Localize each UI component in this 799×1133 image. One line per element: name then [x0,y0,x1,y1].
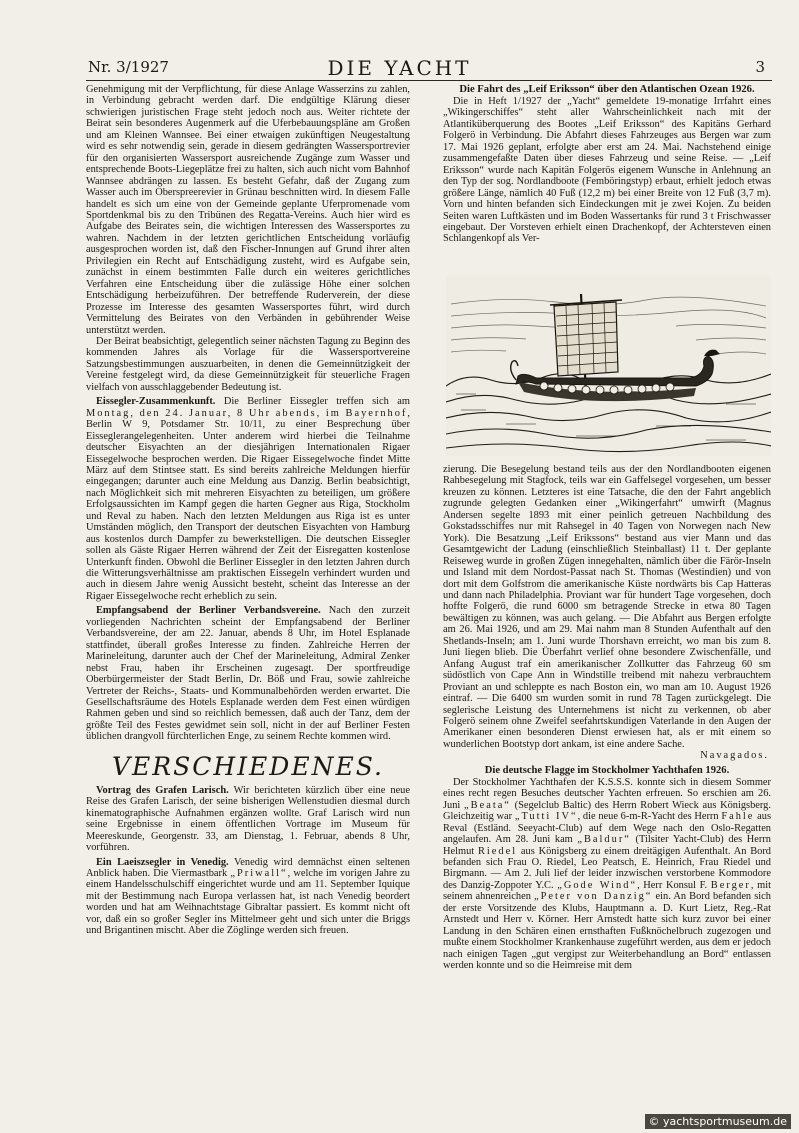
eissegler-title: Eissegler-Zusammenkunft. [96,396,216,408]
larisch-title: Vortrag des Grafen Larisch. [96,784,229,796]
priwall-name: „Priwall“ [230,868,288,879]
flagge-text-e: (Tilsiter Yacht-Club) des Herrn Helmut [443,834,772,857]
flagge-article [443,777,771,972]
flagge-text-b: (Segelclub Baltic) des Herrn Robert Wieck aus Königsberg. Gleichzeitig war [443,799,771,823]
author-signature: Navagados. [700,750,769,762]
name-riedel: Riedel [477,845,518,857]
leif-eriksson-text-a: Die in Heft 1/1927 der „Yacht“ gemeldete 19-monatige Irrfahrt eines „Wikingerschiffes“ steht aller Wahrscheinlichkeit nach mit der Atlantiküberquerung des Bootes „Leif Eriksson“ des Kapitäns Gerhard Folgerö in Verbindung. Die Abfahrt dieses Fahrzeuges aus Bergen war zum 17. Mai 1926 geplant, erfolgte aber erst am 24. Mai. Nachstehend einige zusammengefaßte Daten über dieses Fahrzeug und seine Reise. — „Leif Eriksson“ wurde nach Kapitän Folgerös eigenem Wunsche in Anlehnung an den Typ der sog. Nordlandboote (Femböringstyp) erbaut, erhielt jedoch etwas größere Länge, nämlich 40 Fuß (12,2 m) bei einer Breite von 12 Fuß (3,7 m). Vorn und hinten befanden sich Eindeckungen mit je zwei Kojen. Zu beiden Seiten waren Luftkästen und im Boden Wassertanks für rund 3 t Frischwasser eingebaut. Der Vorsteven erhielt einen Drachenkopf, der Achtersteven einen Schlangenkopf als Ver- [443,96,771,245]
beirat-paragraph-2: Der Beirat beabsichtigt, gelegentlich seiner nächsten Tagung zu Beginn des kommenden Jahres als Vorlage für die Wassersportvereine Satzungsbestimmungen auszuarbeiten, in denen die Gemeinnützigkeit der Vereine festgelegt wird, da diese Gemeinnützigkeit für steuerliche Fragen vielfach von ausschlaggebender Bedeutung ist. [86,335,410,393]
flagge-text-a: Der Stockholmer Yachthafen der K.S.S.S. konnte sich in diesem Sommer eines recht regen Besuches deutscher Yachten erfreuen. So erschien am 26. Juni [443,776,771,811]
viking-ship-illustration [446,276,771,456]
empfang-article [86,605,410,742]
beirat-paragraph: Genehmigung mit der Verpflichtung, für diese Anlage Wasserzins zu zahlen, in Verbindung gebracht werden darf. Die endgültige Klärung dieser schwierigen juristischen Frage steht jedoch noch aus. Weiter richtete der Beirat sein besonderes Augenmerk auf die Uferbebauungspläne am Großen und am Kleinen Wannsee. Bei einer etwaigen zukünftigen Neugestaltung wird es sehr notwendig sein, gerade in diesem gedrängten Wassersportrevier für den organisierten Wassersport ausreichende Zugänge zum Wasser und entsprechende Boots-Liegeplätze frei zu halten, sich auch nicht vom Bahnhof Wannsee abdrängen zu lassen. Es besteht Gefahr, daß der Zugang zum Wasser auch im Oberspreerevier in Grünau beschnitten wird. In diesem Falle handelt es sich um eine von der Gemeinde geplante Uferpromenade vom Sportdenkmal bis zu den Tribünen des Regatta-Vereins. Auch hier wird es Aufgabe des Beirates sein, die wichtigen Interessen des Wassersportes zu wahren. Nachdem in der letzten gerichtlichen Entscheidung vorläufig ausgesprochen worden ist, daß den Fischer-Innungen auf Grund ihrer alten Privilegien ein Recht auf Entschädigung zusteht, wird es Aufgabe sein, zunächst in einem bestimmten Falle durch ein weiteres gerichtliches Verfahren eine Entscheidung über die zulässige Höhe einer solchen Entschädigung herbeizuführen. Der betreffende Ruderverein, der diese Prozesse im Interesse des gesamten Wassersportes führt, wird durch Vermittelung des Beirates von den Verbänden in gebührender Weise unterstützt werden. [86,84,410,336]
section-heading-verschiedenes: VERSCHIEDENES. [112,751,384,781]
venedig-article [86,857,410,937]
right-column-top [443,84,771,245]
watermark-credit: © yachtsportmuseum.de [645,1114,791,1129]
flagge-text-h: , mit seinem ahnenreichen [443,879,771,903]
yacht-baldur: „Baldur“ [577,834,631,846]
yacht-gode-wind: „Gode Wind“ [557,879,638,891]
leif-eriksson-text-b: zierung. Die Besegelung bestand teils aus der den Nordlandbooten eigenen Rahbesegelung mit Stagfock, teils war ein Gaffelsegel vorgesehen, um besser kreuzen zu können. Letzteres ist eine Tatsache, die den der Fahrt angeblich zugrunde gelegten Gedanken einer „Wikingerfahrt“ umwirft (Magnus Andersen segelte 1893 mit einer peinlich getreuen Nachbildung des Gokstadsschiffes nur mit Rahsegel in 40 Tagen von Norwegen nach New York). Die Besatzung „Leif Erikssons“ bestand aus vier Mann und das Gesamtgewicht der Ladung (einschließlich Steinballast) 11 t. Der geplante Reiseweg wurde in großen Zügen innegehalten, nämlich über die Färör-Inseln und Island mit dem Nordost-Passat nach St. Thomas (Westindien) und von dort mit dem Golfstrom die amerikanische Küste nordwärts bis Cap Hatteras und dann nach Philadelphia. Proviant war für hundert Tage vorgesehen, doch hoffte Folgerö, die rund 6000 sm betragende Strecke in etwa 80 Tagen bewältigen zu können, was auch gelang. — Die Abfahrt aus Bergen erfolgte am 26. Mai 1926, und am 29. Mai nahm man 8 Stunden Aufenthalt auf den Shetlands-Inseln; am 1. Juni wurde Thorshavn erreicht, wo man bis zum 8. Juni liegen blieb. Die Überfahrt verlief ohne besondere Zwischenfälle, und Anfang August traf ein amerikanischer Zollkutter das Fahrzeug 60 sm südöstlich von Cape Ann in Windstille treibend mit nahezu verbrauchtem Proviant an und schleppte es nach Boston ein, wo man am 10. August 1926 eintraf. — Die 6400 sm wurden somit in rund 78 Tagen zurückgelegt. Die seglerische Leistung des Unternehmens ist nicht zu verkennen, ob aber Folgerö seinem ohne Zweifel seefahrtskundigen Vaterlande in den Augen der Amerikaner einen besonderen Dienst erwiesen hat, als er mit einem so wunderlichen Bootstyp dort ankam, ist eine andere Sache. [443,464,771,750]
issue-number: Nr. 3/1927 [88,58,169,76]
eissegler-article [86,396,410,602]
larisch-text: Wir berichteten kürzlich über eine neue Reise des Grafen Larisch, der seine bisherigen Wellenstudien diesmal durch kinematographische Aufnahmen ergänzen wollte. Graf Larisch wird nun seine Ergebnisse in einem öffentlichen Vortrage im Museum für Meereskunde, Georgenstr. 33, am Dienstag, 1. Februar, abends 8 Uhr, vorführen. [86,784,410,854]
flagge-title: Die deutsche Flagge im Stockholmer Yachthafen 1926. [484,764,730,776]
flagge-text-f: aus Königsberg zu einem dreitägigen Aufenthalt. An Bord befanden sich Frau O. Riedel, Leo Peatsch, E. Heinrich, Frau Riedel und Birgmann. — Am 2. Juli lief der leider inzwischen verstorbene Kommodore des Danzig-Zoppoter Y.C. [443,845,771,891]
empfang-title: Empfangsabend der Berliner Verbandsvereine. [96,605,321,617]
flagge-text-c: , die neue 6-m-R-Yacht des Herrn [577,811,719,823]
eissegler-text-b: , Berlin W 9, Potsdamer Str. 10/11, zu einer Besprechung über Eisseglerangelegenheiten. Unter anderem wird hierbei die Teilnahme deutscher Eisyachten an der diesjährigen Internationalen Rigaer Eissegelwoche besprochen werden. Die Rigaer Eissegelwoche findet Mitte März auf dem Stintsee statt. Es sind bereits zahlreiche Meldungen hierfür eingegangen; darunter auch eine Meldung aus Danzig. Berlin beabsichtigt, nach Möglichkeit sich mit mehreren Eisyachten zu beteiligen, um größere Erfolgsaussichten im Kampf gegen die harten Gegner aus Riga, Stockholm und Reval zu haben. Nach den letzten Meldungen aus Riga ist es unter Umständen möglich, den Transport der deutschen Eisyachten von Hamburg aus kostenlos durch Dampfer zu bewerkstelligen. Die deutschen Eissegler sollen als Gäste Rigaer Herren während der Zeit der Eisregatten kostenlose Unterkunft finden. Obwohl die Berliner Eissegler in den letzten Jahren durch die Witterungsverhältnisse am praktischen Eissegeln verhindert wurden und auch in diesem Jahre wenig Aussicht besteht, scheint das Interesse an der Rigaer Eissegelwoche recht erheblich zu sein. [86,407,410,602]
right-column-bottom [443,464,771,971]
flagge-text-d: aus Reval (Estländ. Seeyacht-Club) auf dem Wege nach den Oslo-Regatten angelaufen. Am 28. Juni kam [443,811,771,846]
yacht-beata: „Beata“ [464,799,511,811]
page-number: 3 [755,58,765,76]
larisch-article [86,785,410,854]
flagge-text-i: ein. An Bord befanden sich der erste Vorsitzende des Klubs, Hauptmann a. D. Kurt Lietz, Reg.-Rat Arnstedt und Herr v. Körner. Herr Arnstedt hatte sich kurz zuvor bei einer Landung in den Schären einen ernsthaften Fußknöchelbruch zugezogen und mußte einem Stockholmer Krankenhause zugeführt werden, aus dem er jedoch nach einigen Tagen „gut vergipst zur Weiterbehandlung an Bord“ entlassen werden konnte und so die Heimreise mit dem [443,891,771,972]
flagge-text-g: , Herr Konsul F. [637,879,708,891]
leif-eriksson-title: Die Fahrt des „Leif Eriksson“ über den Atlantischen Ozean 1926. [459,84,755,95]
yacht-tutti: „Tutti IV“ [514,811,578,823]
left-column [86,84,410,937]
running-header [0,58,799,80]
header-rule [86,80,772,81]
yacht-peter-von-danzig: „Peter von Danzig“ [534,891,653,903]
name-berger: Berger [710,879,751,891]
name-fahle: Fahle [721,811,755,823]
eissegler-date: Montag, den 24. Januar, 8 Uhr abends, im Bayernhof [86,407,408,419]
magazine-title: DIE YACHT [327,56,472,80]
venedig-title: Ein Laeiszsegler in Venedig. [96,856,229,868]
venedig-text-a: Venedig wird demnächst einen seltenen Anblick haben. Die Viermastbark [86,856,410,879]
empfang-text: Nach den zurzeit vorliegenden Nachrichten scheint der Empfangsabend der Berliner Verbandsvereine, der am 22. Januar, abends 8 Uhr, im Hotel Esplanade stattfindet, überall großes Interesse zu finden. Zahlreiche Herren der Marineleitung, darunter auch der Chef der Marineleitung, Admiral Zenker nebst Frau, haben ihr Erscheinen zugesagt. Der sportfreudige Oberbürgermeister der Stadt Berlin, Dr. Böß und Frau, sowie zahlreiche Vertreter der Reichs-, Staats- und Kommunalbehörden werden erwartet. Die Gesellschaftsräume des Hotels Esplanade werden dem Fest einen würdigen Rahmen geben und sind so reichlich bemessen, daß auch der Tanz, dem der größte Teil des Festes gewidmet sein soll, nicht in der auf Berliner Festen üblichen drangvoll fürchterlichen Enge, zu seinem Rechte kommen wird. [86,605,410,743]
venedig-text-b: , welche im vorigen Jahre zu einem Handelsschulschiff eingerichtet wurde und am 11. September Iquique mit der Bestimmung nach Europa verlassen hat, ist nach Venedig beordert worden und hat am Weihnachtstage Gibraltar passiert. Es kommt nicht oft vor, daß ein so großer Segler ins Mittelmeer geht und sich unter die Briggs und Brigantinen mischt. Aber die Zöglinge werden sich freuen. [86,868,410,937]
eissegler-text-a: Die Berliner Eissegler treffen sich am [223,396,410,408]
